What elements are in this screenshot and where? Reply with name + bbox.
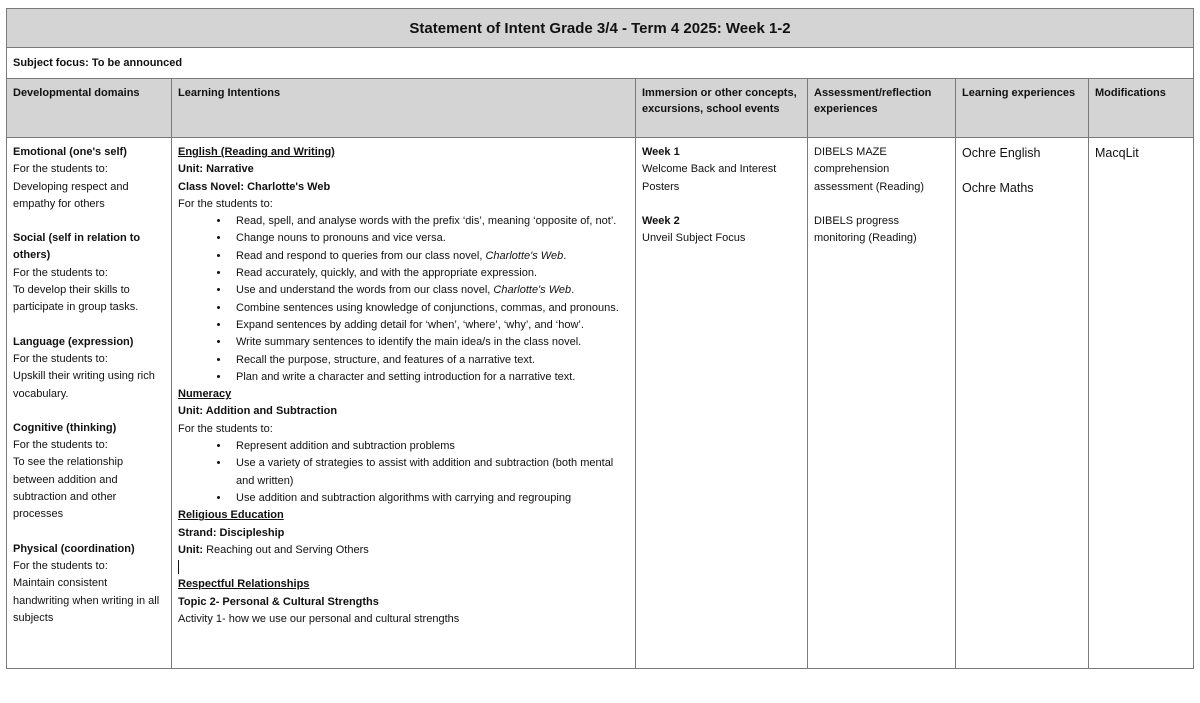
numeracy-intro: For the students to: <box>178 422 273 435</box>
learning-intentions-cell <box>172 138 636 669</box>
respectful-topic: Topic 2- Personal & Cultural Strengths <box>178 595 379 608</box>
list-item: • Read accurately, quickly, and with the appropriate expression. <box>230 265 629 282</box>
domain-text: Developing respect and empathy for others <box>13 180 129 210</box>
experience-item: Ochre Maths <box>962 181 1034 195</box>
header-learning-intentions: Learning Intentions <box>172 79 636 138</box>
list-item: • Recall the purpose, structure, and features of a narrative text. <box>230 352 629 369</box>
modification-item: MacqLit <box>1095 146 1139 160</box>
modifications-cell <box>1089 138 1194 669</box>
domain-cognitive <box>13 420 165 524</box>
domain-emotional <box>13 144 165 213</box>
respectful-heading: Respectful Relationships <box>178 578 310 591</box>
list-item: • Expand sentences by adding detail for ‘when’, ‘where’, ‘why’, and ‘how’. <box>230 317 629 334</box>
week2-text: Unveil Subject Focus <box>642 232 746 245</box>
subject-focus-row <box>7 48 1194 79</box>
domain-intro: For the students to: <box>13 266 108 279</box>
header-assessment: Assessment/reflection experiences <box>808 79 956 138</box>
domain-title: Physical (coordination) <box>13 542 135 555</box>
novel-title: Charlotte's Web <box>485 249 564 262</box>
immersion-cell <box>636 138 808 669</box>
list-item: • Write summary sentences to identify the main idea/s in the class novel. <box>230 334 629 351</box>
domain-social <box>13 230 165 316</box>
domain-intro: For the students to: <box>13 163 108 176</box>
list-item: • Combine sentences using knowledge of conjunctions, commas, and pronouns. <box>230 300 629 317</box>
soi-document <box>6 8 1193 669</box>
religious-strand: Strand: Discipleship <box>178 526 285 539</box>
list-item-text: Read and respond to queries from our class novel, <box>236 249 486 262</box>
document-title: Statement of Intent Grade 3/4 - Term 4 2025: Week 1-2 <box>7 9 1194 48</box>
list-item-end: . <box>563 249 567 262</box>
domain-title: Cognitive (thinking) <box>13 421 117 434</box>
novel-title: Charlotte's Web <box>493 284 572 297</box>
numeracy-heading: Numeracy <box>178 388 232 401</box>
header-learning-experiences: Learning experiences <box>956 79 1089 138</box>
list-item-end: . <box>571 284 575 297</box>
header-modifications: Modifications <box>1089 79 1194 138</box>
english-heading: English (Reading and Writing) <box>178 146 335 158</box>
domain-title: Social (self in relation to others) <box>13 232 141 262</box>
list-item: • Represent addition and subtraction problems <box>230 438 629 455</box>
domain-intro: For the students to: <box>13 352 108 365</box>
header-row <box>7 79 1194 138</box>
title-row <box>7 9 1194 48</box>
domain-title: Language (expression) <box>13 335 134 348</box>
list-item: • Read, spell, and analyse words with the prefix ‘dis’, meaning ‘opposite of, not’. <box>230 213 629 230</box>
list-item: • Plan and write a character and setting introduction for a narrative text. <box>230 369 629 386</box>
domain-title: Emotional (one's self) <box>13 146 127 158</box>
week1-text: Welcome Back and Interest Posters <box>642 163 777 193</box>
text-cursor <box>178 560 179 574</box>
header-domains: Developmental domains <box>7 79 172 138</box>
domains-cell <box>7 138 172 669</box>
domain-language <box>13 334 165 403</box>
domain-intro: For the students to: <box>13 559 108 572</box>
religious-unit <box>178 542 629 559</box>
religious-unit-label: Unit: <box>178 543 204 556</box>
assessment-item: DIBELS MAZE comprehension assessment (Reading) <box>814 146 925 193</box>
week1-label: Week 1 <box>642 146 680 158</box>
subject-focus: Subject focus: To be announced <box>7 48 1194 79</box>
respectful-activity: Activity 1- how we use our personal and cultural strengths <box>178 613 460 626</box>
domain-intro: For the students to: <box>13 439 108 452</box>
experience-item: Ochre English <box>962 146 1041 160</box>
domain-text: To see the relationship between addition and subtraction and other processes <box>13 456 124 521</box>
header-immersion: Immersion or other concepts, excursions, school events <box>636 79 808 138</box>
list-item: • Use a variety of strategies to assist with addition and subtraction (both mental and written) <box>230 455 629 490</box>
list-item: • Use addition and subtraction algorithms with carrying and regrouping <box>230 490 629 507</box>
english-novel: Class Novel: Charlotte's Web <box>178 180 331 193</box>
domain-text: To develop their skills to participate in group tasks. <box>13 284 139 314</box>
assessment-item: DIBELS progress monitoring (Reading) <box>814 214 917 245</box>
assessment-cell <box>808 138 956 669</box>
english-intro: For the students to: <box>178 197 273 210</box>
content-row <box>7 138 1194 669</box>
english-unit: Unit: Narrative <box>178 163 254 176</box>
domain-text: Upskill their writing using rich vocabulary. <box>13 370 155 400</box>
list-item <box>230 248 629 265</box>
english-bullets <box>178 213 629 386</box>
learning-experiences-cell <box>956 138 1089 669</box>
religious-heading: Religious Education <box>178 509 284 522</box>
domain-physical <box>13 541 165 627</box>
domain-text: Maintain consistent handwriting when writing in all subjects <box>13 577 160 624</box>
list-item-text: Use and understand the words from our class novel, <box>236 284 494 297</box>
religious-unit-text: Reaching out and Serving Others <box>203 543 369 556</box>
numeracy-bullets <box>178 438 629 507</box>
numeracy-unit: Unit: Addition and Subtraction <box>178 405 338 418</box>
list-item <box>230 282 629 299</box>
soi-table <box>6 8 1194 669</box>
week2-label: Week 2 <box>642 214 680 227</box>
text-cursor-line <box>178 559 629 576</box>
list-item: • Change nouns to pronouns and vice versa. <box>230 230 629 247</box>
